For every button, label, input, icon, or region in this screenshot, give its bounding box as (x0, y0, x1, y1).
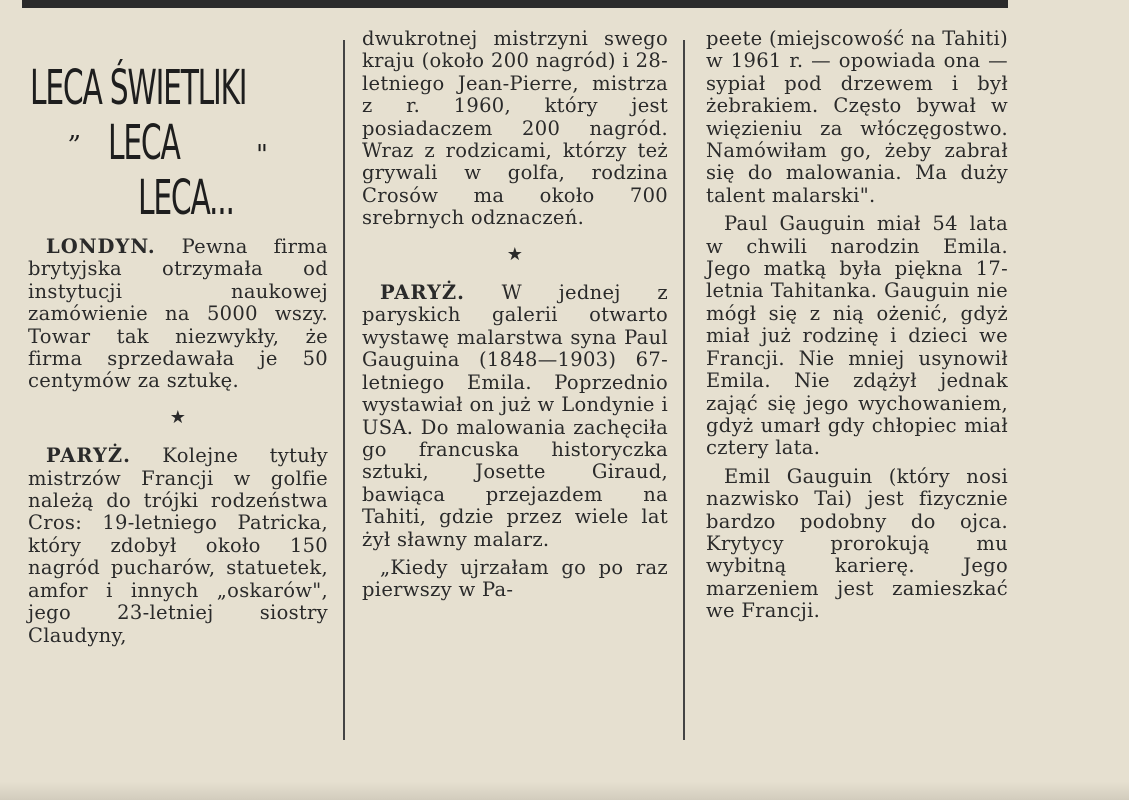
column-divider-1 (343, 40, 345, 740)
top-rule (22, 0, 1008, 8)
headline-line-1: LECA ŚWIETLIKI (30, 60, 247, 116)
article-gauguin-paragraph-2: Paul Gauguin miał 54 lata w chwili narodzin Emila. Jego matką była piękna 17-letnia Tahitanka. Gauguin nie mógł się z nią ożenić, gdyż miał już rodzinę i dzieci we Francji. Nie mniej usynowił Emila. Nie zdążył jednak zająć się jego wychowaniem, gdyż umarł gdy chłopiec miał cztery lata. (706, 212, 1008, 460)
article-gauguin-quote: „Kiedy ujrzałam go po raz pierwszy w Pa- (362, 555, 668, 602)
headline (30, 60, 320, 230)
page-bottom-edge (0, 782, 1129, 800)
headline-quote-close: " (256, 140, 268, 170)
article-gauguin-paragraph-3: Emil Gauguin (który nosi nazwisko Tai) jest fizycznie bardzo podobny do ojca. Krytycy prorokują mu wybitną karierę. Jego marzeniem jest zamieszkać we Francji. (706, 464, 1008, 623)
article-paryz-golf (28, 445, 328, 647)
headline-line-2: LECA (108, 115, 180, 171)
dateline-paryz-1: PARYŻ. (46, 444, 131, 468)
article-londyn (28, 236, 328, 393)
headline-quote-open: „ (68, 115, 82, 145)
column-divider-2 (683, 40, 685, 740)
article-paryz-gauguin-text: W jednej z paryskich galerii otwarto wystawę malarstwa syna Paul Gauguina (1848—1903) 67-letniego Emila. Poprzednio wystawiał on już w Londynie i USA. Do malowania zachęciła go francuska historyczka sztuki, Josette Giraud, bawiąca przejazdem na Tahiti, gdzie przez wiele lat żył sławny malarz. (362, 281, 668, 551)
column-1 (28, 236, 328, 653)
column-3 (706, 28, 1008, 629)
article-gauguin-quote-continued: peete (miejscowość na Tahiti) w 1961 r. — opowiada ona — sypiał pod drzewem i był żebrakiem. Często bywał w więzieniu za włóczęgostwo. Namówiłam go, żeby zabrał się do malowania. Ma duży talent malarski". (706, 27, 1008, 207)
article-paryz-gauguin (362, 282, 668, 551)
article-paryz-golf-continued: dwukrotnej mistrzyni swego kraju (około 200 nagród) i 28-letniego Jean-Pierre, mistrza z r. 1960, który jest posiadaczem 200 nagród. Wraz z rodzicami, którzy też grywali w golfa, rodzina Crosów ma około 700 srebrnych odznaczeń. (362, 27, 668, 230)
dateline-paryz-2: PARYŻ. (380, 281, 465, 305)
section-star-2: ★ (506, 243, 524, 265)
article-londyn-text: Pewna firma brytyjska otrzymała od instytucji naukowej zamówienie na 5000 wszy. Towar tak niezwykły, że firma sprzedawała je 50 centymów za sztukę. (28, 235, 328, 393)
article-paryz-golf-text: Kolejne tytuły mistrzów Francji w golfie należą do trójki rodzeństwa Cros: 19-letniego Patricka, który zdobył około 150 nagród pucharów, statuetek, amfor i innych „oskarów", jego 23-letniej siostry Claudyny, (28, 444, 328, 647)
column-2 (362, 28, 668, 608)
section-star-1: ★ (169, 406, 187, 428)
dateline-londyn: LONDYN. (46, 235, 156, 258)
headline-line-3: LECA... (138, 170, 234, 226)
